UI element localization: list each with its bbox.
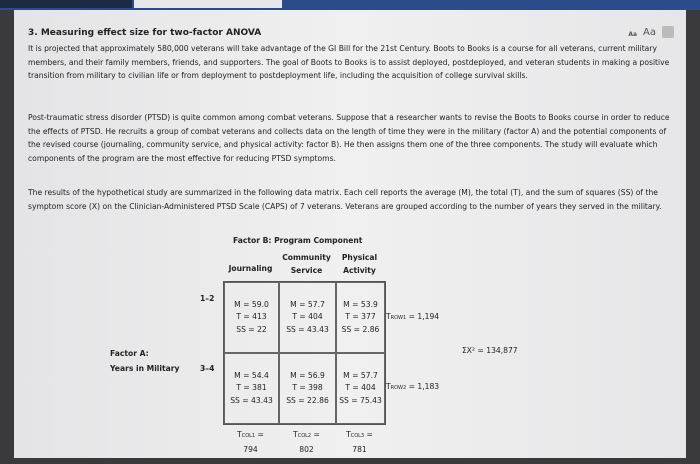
tab-left[interactable]: [0, 0, 132, 8]
cell-r2-c2: M = 56.9 T = 398 SS = 22.86: [279, 353, 336, 424]
increase-text-size-button[interactable]: Aa: [643, 27, 656, 38]
print-icon[interactable]: [662, 26, 674, 38]
paragraph-results: The results of the hypothetical study are summarized in the following data matrix. Each cell reports the average (M), the total (T), and the sum of squares (SS) of the symptom score (X) on the Clinician-Administered PTSD Scale (CAPS) of 7 veterans. Veterans are grouped according to the number of years they served in the military.: [28, 188, 662, 211]
text-size-tools: [628, 26, 674, 38]
factor-a-label: Factor A:: [110, 349, 149, 358]
col-total-1: TCOL1 = 794: [237, 430, 264, 454]
question-panel: [14, 10, 686, 458]
col-total-3: TCOL3 = 781: [346, 430, 373, 454]
row-label-1-2: 1–2: [200, 294, 215, 303]
col-header-community: Community Service: [282, 253, 331, 275]
data-matrix: [223, 281, 386, 425]
col-header-journaling: Journaling: [228, 264, 273, 273]
paragraph-ptsd: Post-traumatic stress disorder (PTSD) is quite common among combat veterans. Suppose that a researcher wants to revise the Boots to Books course in order to reduce the effects of PTSD. He recruits a group of combat veterans and collects data on the length of time they were in the military (factor A) and the potential components of the revised course (journaling, community service, and physical activity: factor B). He then assigns them one of the three components. The study will evaluate which components of the program are the most effective for reducing PTSD symptoms.: [28, 113, 670, 163]
sum-x-squared: ΣX² = 134,877: [462, 346, 518, 355]
cell-r1-c3: M = 53.9 T = 377 SS = 2.86: [336, 282, 385, 353]
question-title: 3. Measuring effect size for two-factor ANOVA: [28, 28, 262, 38]
cell-r1-c1: M = 59.0 T = 413 SS = 22: [224, 282, 279, 353]
decrease-text-size-button[interactable]: Aa: [628, 31, 638, 38]
row-total-2: TROW2 = 1,183: [386, 382, 440, 391]
tab-active[interactable]: [134, 0, 282, 8]
col-header-physical: Physical Activity: [341, 253, 378, 275]
col-total-2: TCOL2 = 802: [293, 430, 320, 454]
browser-tab-bar: [0, 0, 700, 10]
factor-a-sublabel: Years in Military: [110, 364, 180, 373]
row-total-1: TROW1 = 1,194: [386, 312, 440, 321]
cell-r2-c3: M = 57.7 T = 404 SS = 75.43: [336, 353, 385, 424]
row-label-3-4: 3–4: [200, 364, 215, 373]
cell-r2-c1: M = 54.4 T = 381 SS = 43.43: [224, 353, 279, 424]
cell-r1-c2: M = 57.7 T = 404 SS = 43.43: [279, 282, 336, 353]
paragraph-intro: It is projected that approximately 580,000 veterans will take advantage of the GI Bill for the 21st Century. Boots to Books is a course for all veterans, current military members, and their family members, friends, and supporters. The goal of Boots to Books is to assist deployed, postdeployed, and veteran students in making a positive transition from military to civilian life or from deployment to postdeployment life, including the acquisition of college survival skills.: [28, 44, 670, 80]
factor-b-label: Factor B: Program Component: [233, 236, 363, 245]
